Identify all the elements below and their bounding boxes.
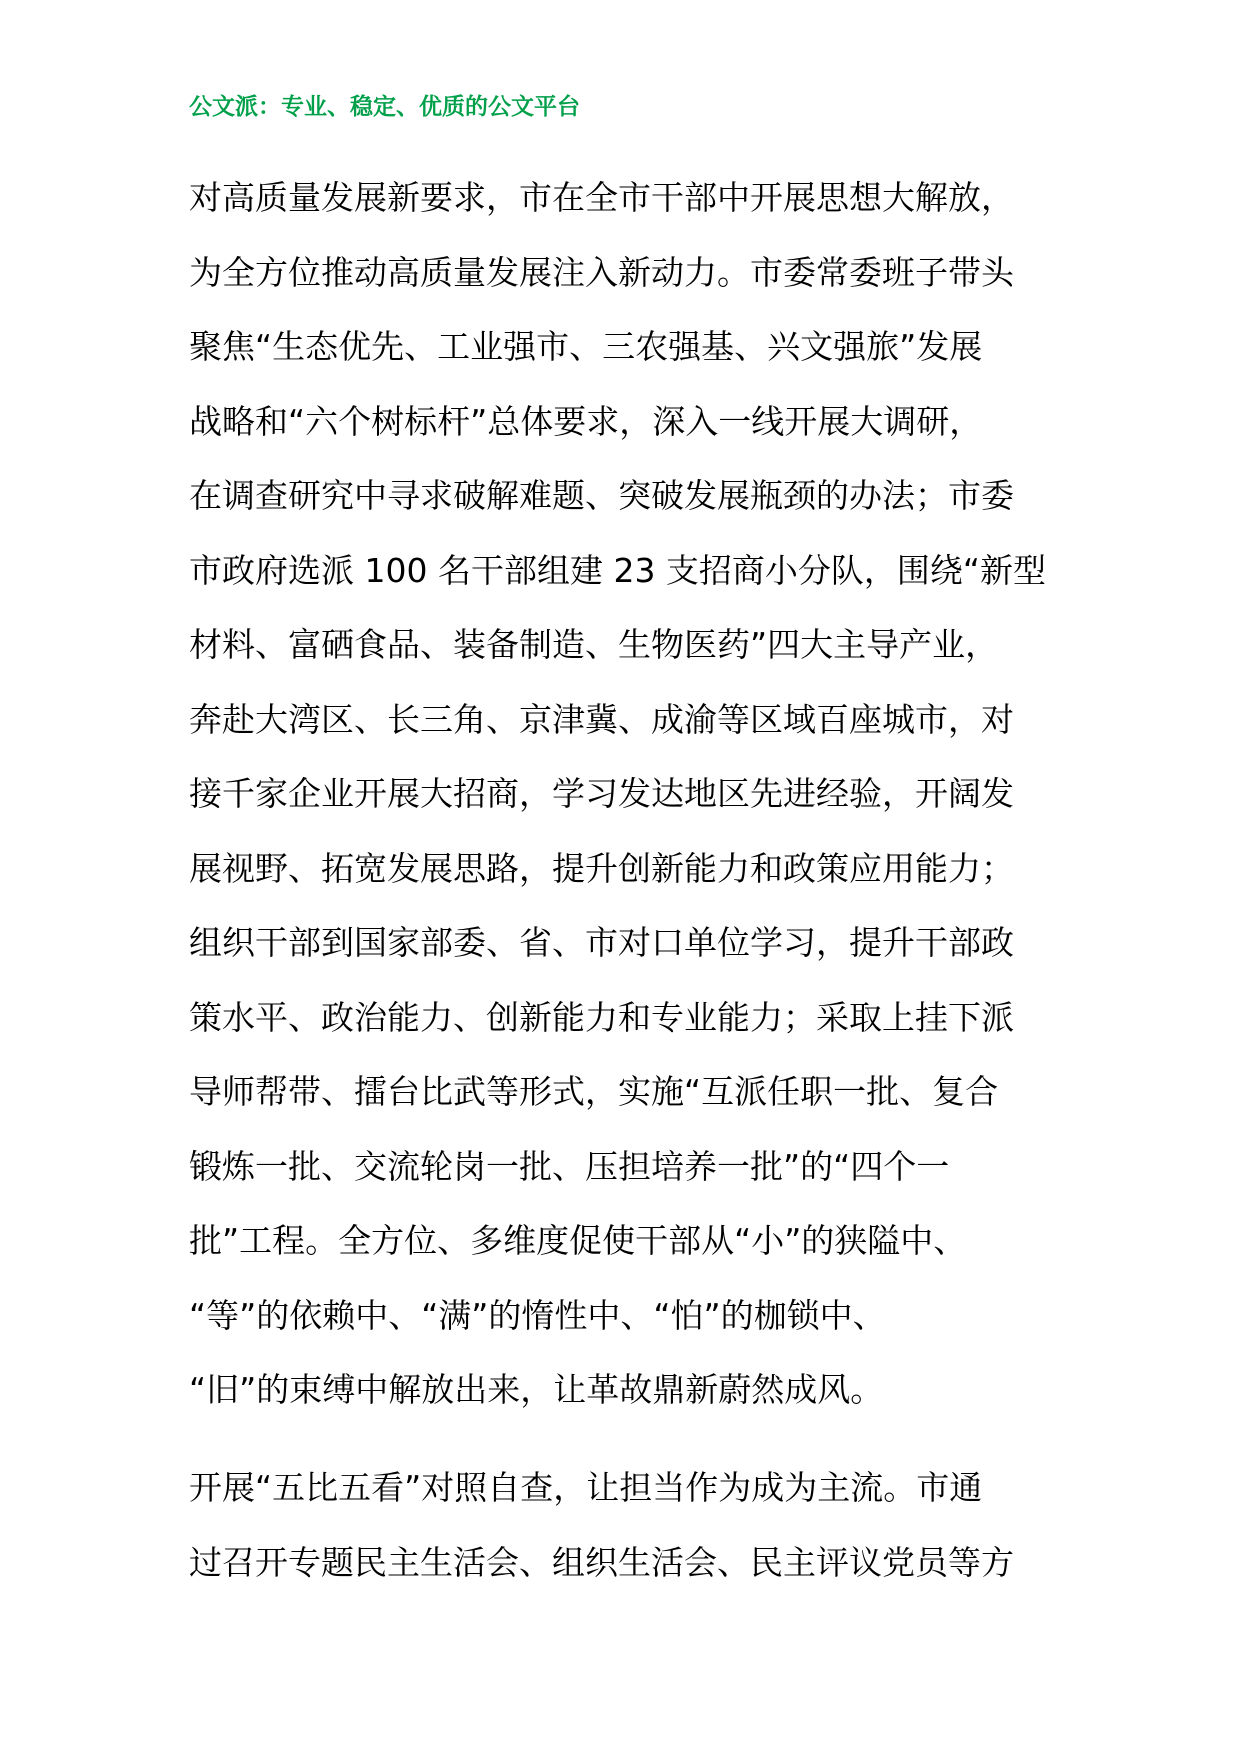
paragraph-line: 锻炼一批、交流轮岗一批、压担培养一批”的“四个一 (189, 1146, 950, 1186)
paragraph-line: 组织干部到国家部委、省、市对口单位学习，提升干部政 (189, 923, 1014, 962)
paragraph-line: 在调查研究中寻求破解难题、突破发展瓶颈的办法；市委 (189, 476, 1014, 515)
paragraph-line: 奔赴大湾区、长三角、京津冀、成渝等区域百座城市，对 (189, 699, 1014, 739)
paragraph-line: 对高质量发展新要求，市在全市干部中开展思想大解放， (189, 178, 1014, 217)
paragraph-line: 导师帮带、擂台比武等形式，实施“互派任职一批、复合 (189, 1072, 999, 1111)
paragraph-line: 批”工程。全方位、多维度促使干部从“小”的狭隘中、 (189, 1221, 967, 1260)
paragraph-line: 展视野、拓宽发展思路，提升创新能力和政策应用能力； (189, 848, 1014, 888)
header-title: 公文派：专业、稳定、优质的公文平台 (189, 93, 580, 120)
paragraph-line: 开展“五比五看”对照自查，让担当作为成为主流。市通 (189, 1468, 983, 1507)
paragraph-line: 市政府选派 100 名干部组建 23 支招商小分队，围绕“新型 (189, 550, 1047, 590)
paragraph-line: “旧”的束缚中解放出来，让革故鼎新蔚然成风。 (189, 1370, 884, 1409)
paragraph-line: “等”的依赖中、“满”的惰性中、“怕”的枷锁中、 (189, 1295, 886, 1335)
paragraph-line: 为全方位推动高质量发展注入新动力。市委常委班子带头 (189, 252, 1014, 292)
body-paragraph (189, 161, 1069, 1428)
paragraph-line: 策水平、政治能力、创新能力和专业能力；采取上挂下派 (189, 997, 1014, 1037)
paragraph-line: 过召开专题民主生活会、组织生活会、民主评议党员等方 (189, 1542, 1014, 1582)
paragraph-line: 战略和“六个树标杆”总体要求，深入一线开展大调研， (189, 401, 983, 441)
paragraph-line: 材料、富硒食品、装备制造、生物医药”四大主导产业， (189, 625, 999, 664)
body-paragraph (189, 1451, 1069, 1600)
paragraph-line: 聚焦“生态优先、工业强市、三农强基、兴文强旅”发展 (189, 327, 983, 366)
paragraph-line: 接千家企业开展大招商，学习发达地区先进经验，开阔发 (189, 774, 1014, 813)
